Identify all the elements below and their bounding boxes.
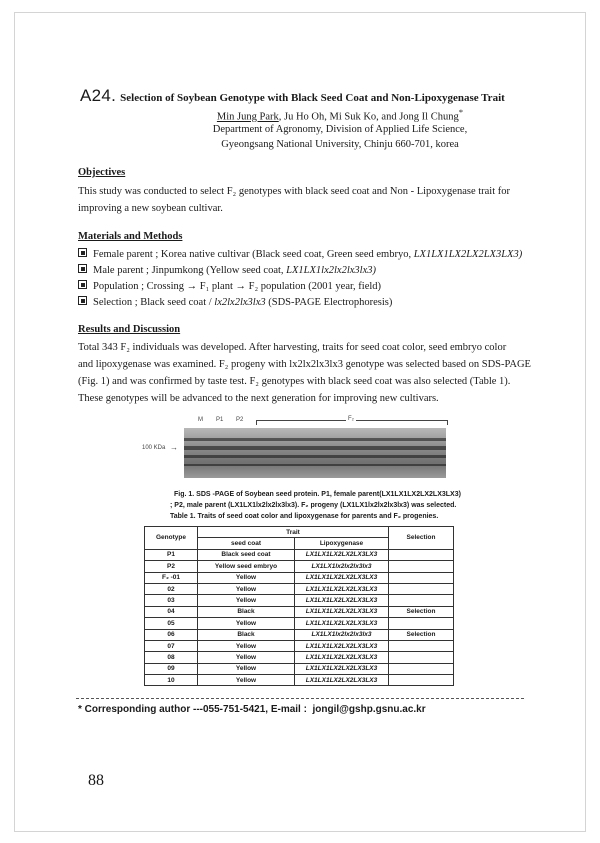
table-row — [145, 561, 454, 572]
table-caption: Table 1. Traits of seed coat color and lipoxygenase for parents and F₂ progenies. — [170, 513, 439, 520]
method-item-text: Population ; Crossing → F₁ plant → F₂ population (2001 year, field) — [93, 281, 382, 292]
cell-selection — [389, 583, 454, 594]
results-line: and lipoxygenase was examined. F₂ progeny with lx2lx2lx3lx3 genotype was selected based on SDS-PAGE — [78, 359, 531, 370]
table-row — [145, 629, 454, 640]
cell-lipoxygenase: LX1LX1LX2LX2LX3LX3 — [295, 549, 389, 560]
method-item-genotype: lx2lx2lx3lx3 — [214, 297, 266, 308]
results-line: These genotypes will be advanced to the next generation for improving new cultivars. — [78, 393, 439, 404]
bullet-square-icon — [78, 264, 87, 273]
table-row — [145, 675, 454, 686]
cell-genotype: 06 — [145, 629, 198, 640]
cell-genotype: 08 — [145, 652, 198, 663]
gel-band — [184, 438, 446, 441]
sds-page-figure — [140, 412, 460, 484]
cell-seed-coat: Black — [198, 629, 295, 640]
table-row — [145, 595, 454, 606]
cell-selection — [389, 652, 454, 663]
cell-genotype: 03 — [145, 595, 198, 606]
table-row — [145, 663, 454, 674]
traits-table — [144, 526, 454, 686]
title-text: Selection of Soybean Genotype with Black Seed Coat and Non-Lipoxygenase Trait — [120, 92, 505, 104]
affiliation-line2: Gyeongsang National University, Chinju 660-701, korea — [221, 139, 459, 150]
cell-genotype: P2 — [145, 561, 198, 572]
cell-selection — [389, 595, 454, 606]
cell-selection — [389, 549, 454, 560]
cell-seed-coat: Yellow — [198, 663, 295, 674]
method-item — [78, 296, 392, 308]
cell-seed-coat: Yellow — [198, 652, 295, 663]
cell-selection — [389, 561, 454, 572]
table-row — [145, 652, 454, 663]
method-item — [78, 280, 381, 292]
header-genotype: Genotype — [145, 527, 198, 550]
cell-lipoxygenase: LX1LX1lx2lx2lx3lx3 — [295, 629, 389, 640]
method-item-text: Selection ; Black seed coat / — [93, 297, 215, 308]
cell-genotype: 02 — [145, 583, 198, 594]
results-line: (Fig. 1) and was confirmed by taste test. F₂ genotypes with black seed coat was also selected (Table 1). — [78, 376, 511, 387]
cell-lipoxygenase: LX1LX1LX2LX2LX3LX3 — [295, 595, 389, 606]
other-authors: , Ju Ho Oh, Mi Suk Ko, and Jong Il Chung — [278, 111, 459, 123]
cell-genotype: 10 — [145, 675, 198, 686]
cell-lipoxygenase: LX1LX1lx2lx2lx3lx3 — [295, 561, 389, 572]
cell-selection: Selection — [389, 606, 454, 617]
table-row — [145, 618, 454, 629]
cell-genotype: 09 — [145, 663, 198, 674]
cell-selection — [389, 663, 454, 674]
first-author: Min Jung Park — [216, 111, 279, 123]
bullet-square-icon — [78, 296, 87, 305]
cell-lipoxygenase: LX1LX1LX2LX2LX3LX3 — [295, 572, 389, 583]
cell-seed-coat: Black — [198, 606, 295, 617]
method-item — [78, 264, 376, 276]
header-selection: Selection — [389, 527, 454, 550]
results-text — [78, 339, 546, 407]
cell-seed-coat: Yellow seed embryo — [198, 561, 295, 572]
cell-selection — [389, 675, 454, 686]
cell-selection — [389, 618, 454, 629]
objectives-text — [78, 183, 546, 217]
cell-lipoxygenase: LX1LX1LX2LX2LX3LX3 — [295, 583, 389, 594]
objectives-heading: Objectives — [78, 167, 126, 178]
cell-genotype: F₂ -01 — [145, 572, 198, 583]
method-item-genotype: LX1LX1lx2lx2lx3lx3) — [286, 265, 376, 276]
cell-lipoxygenase: LX1LX1LX2LX2LX3LX3 — [295, 663, 389, 674]
cell-seed-coat: Yellow — [198, 640, 295, 651]
cell-lipoxygenase: LX1LX1LX2LX2LX3LX3 — [295, 618, 389, 629]
method-item-text: Male parent ; Jinpumkong (Yellow seed coat, — [93, 265, 287, 276]
corresponding-text: * Corresponding author ---055-751-5421, E-mail : — [78, 704, 307, 715]
lane-label-p2: P2 — [236, 417, 244, 423]
figure-caption-line2: ; P2, male parent (LX1LX1lx2lx2lx3lx3). F₂ progeny (LX1LX1lx2lx2lx3lx3) was selected. — [170, 502, 457, 509]
cell-seed-coat: Yellow — [198, 595, 295, 606]
header-lipoxygenase: Lipoxygenase — [295, 538, 389, 549]
header-trait: Trait — [198, 527, 389, 538]
header-seed-coat: seed coat — [198, 538, 295, 549]
paper-title — [80, 86, 580, 106]
cell-genotype: 04 — [145, 606, 198, 617]
table-row — [145, 549, 454, 560]
table-header-row — [145, 527, 454, 538]
cell-seed-coat: Yellow — [198, 675, 295, 686]
authors-line — [40, 107, 600, 123]
gel-band — [184, 446, 446, 450]
cell-genotype: 05 — [145, 618, 198, 629]
gel-band — [184, 455, 446, 458]
corresponding-mark: * — [458, 107, 464, 117]
cell-seed-coat: Yellow — [198, 572, 295, 583]
cell-seed-coat: Yellow — [198, 583, 295, 594]
cell-genotype: P1 — [145, 549, 198, 560]
marker-label: 100 KDa — [142, 445, 166, 451]
results-line: Total 343 F₂ individuals was developed. After harvesting, traits for seed coat color, seed embryo color — [78, 342, 507, 353]
method-item-tail: (SDS-PAGE Electrophoresis) — [265, 297, 393, 308]
marker-arrow-icon: → — [170, 443, 178, 452]
page-number: 88 — [88, 772, 104, 789]
lane-label-m: M — [198, 417, 203, 423]
affiliation-line1: Department of Agronomy, Division of Applied Life Science, — [212, 124, 468, 135]
gel-band — [184, 464, 446, 466]
bullet-square-icon — [78, 248, 87, 257]
cell-selection: Selection — [389, 629, 454, 640]
gel-image — [184, 428, 446, 478]
method-item — [78, 248, 522, 260]
email-link[interactable]: jongil@gshp.gsnu.ac.kr — [312, 704, 426, 715]
lane-label-p1: P1 — [216, 417, 224, 423]
methods-heading: Materials and Methods — [78, 231, 183, 242]
cell-selection — [389, 572, 454, 583]
method-item-text: Female parent ; Korea native cultivar (Black seed coat, Green seed embryo, — [93, 249, 414, 260]
cell-genotype: 07 — [145, 640, 198, 651]
cell-selection — [389, 640, 454, 651]
footer-rule — [76, 698, 524, 699]
table-row — [145, 572, 454, 583]
cell-lipoxygenase: LX1LX1LX2LX2LX3LX3 — [295, 640, 389, 651]
bullet-square-icon — [78, 280, 87, 289]
objectives-line2: improving a new soybean cultivar. — [78, 203, 223, 214]
method-item-genotype: LX1LX1LX2LX2LX3LX3) — [413, 249, 523, 260]
cell-seed-coat: Yellow — [198, 618, 295, 629]
lane-label-f2: F₂ — [348, 416, 354, 422]
figure-caption-line1: Fig. 1. SDS -PAGE of Soybean seed protein. P1, female parent(LX1LX1LX2LX2LX3LX3) — [174, 491, 461, 498]
cell-lipoxygenase: LX1LX1LX2LX2LX3LX3 — [295, 675, 389, 686]
cell-lipoxygenase: LX1LX1LX2LX2LX3LX3 — [295, 606, 389, 617]
objectives-line1: This study was conducted to select F₂ genotypes with black seed coat and Non - Lipoxygenase trait for — [78, 186, 511, 197]
cell-seed-coat: Black seed coat — [198, 549, 295, 560]
table-row — [145, 583, 454, 594]
results-heading: Results and Discussion — [78, 324, 181, 335]
corresponding-author — [78, 704, 426, 715]
cell-lipoxygenase: LX1LX1LX2LX2LX3LX3 — [295, 652, 389, 663]
table-row — [145, 640, 454, 651]
abstract-number: A24. — [80, 86, 117, 105]
table-row — [145, 606, 454, 617]
